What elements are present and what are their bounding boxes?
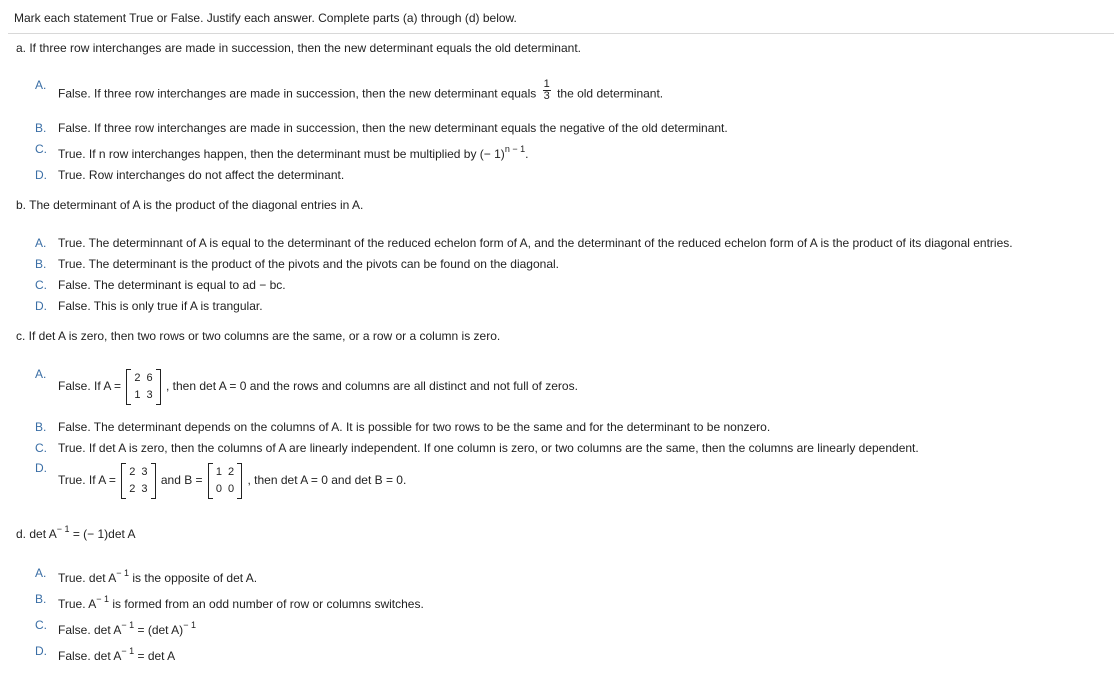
option-text: False. This is only true if A is trangular. <box>58 299 263 313</box>
matrix-b: 1 2 0 0 <box>208 464 242 498</box>
question-d: d. $\det A^{- 1}$ = (− 1)det A <box>16 524 136 541</box>
option-letter: D. <box>35 461 47 475</box>
option-letter: B. <box>35 257 47 271</box>
option-text: True. $\det A^{- 1}$ is the opposite of det A. <box>58 568 258 585</box>
option-letter: C. <box>35 618 47 632</box>
option-text: False. The determinant is equal to ad − bc. <box>58 278 286 292</box>
option-letter: D. <box>35 299 47 313</box>
option-text: False. $\det A^{- 1} = \det A$ <box>58 646 176 663</box>
option-text: True. If det A is zero, then the columns of A are linearly independent. If one column is zero, or two columns are the same, then the columns are linearly dependent. <box>58 441 919 455</box>
option-text: True. The determinnant of A is equal to the determinant of the reduced echelon form of A, and the determinant of the reduced echelon form of A is the product of its diagonal entries. <box>58 236 1013 250</box>
question-a: a. If three row interchanges are made in succession, then the new determinant equals the old determinant. <box>16 41 581 55</box>
option-text: False. $\det A^{- 1} = (\det$ A)$^{- 1}$ <box>58 620 196 637</box>
option-letter: A. <box>35 236 47 250</box>
question-c: c. If det A is zero, then two rows or two columns are the same, or a row or a column is zero. <box>16 329 501 343</box>
option-text: False. If three row interchanges are made in succession, then the new determinant equals the negative of the old determinant. <box>58 121 728 135</box>
matrix-a: 2 6 1 3 <box>126 370 160 404</box>
option-text: True. The determinant is the product of the pivots and the pivots can be found on the diagonal. <box>58 257 559 271</box>
option-letter: A. <box>35 367 47 381</box>
option-letter: A. <box>35 566 47 580</box>
option-letter: A. <box>35 78 47 92</box>
option-text: True. If n row interchanges happen, then the determinant must be multiplied by (− 1)$^{n - 1}$. <box>58 144 529 161</box>
option-letter: D. <box>35 168 47 182</box>
question-b: b. The determinant of A is the product of the diagonal entries in A. <box>16 198 364 212</box>
instructions: Mark each statement True or False. Justify each answer. Complete parts (a) through (d) below. <box>14 11 517 25</box>
option-letter: B. <box>35 592 47 606</box>
option-letter: B. <box>35 420 47 434</box>
option-text: True. $A^{- 1}$ is formed from an odd number of row or columns switches. <box>58 594 424 611</box>
option-text: False. If A = 2 6 1 3 , then det A = 0 and the rows and columns are all distinct and not full of zeros. <box>58 370 578 404</box>
option-letter: C. <box>35 142 47 156</box>
option-text: True. Row interchanges do not affect the determinant. <box>58 168 345 182</box>
option-text: False. If three row interchanges are made in succession, then the new determinant equals $\frac{1}{3}$ the old determinant. <box>58 78 664 102</box>
option-letter: C. <box>35 278 47 292</box>
option-letter: C. <box>35 441 47 455</box>
fraction: $\frac{1}{3}$ <box>543 78 550 102</box>
matrix-a: 2 3 2 3 <box>121 464 155 498</box>
option-text: True. If A = 2 3 2 3 and B = 1 2 0 0 , then det A = 0 and det B = 0. <box>58 464 406 498</box>
option-letter: B. <box>35 121 47 135</box>
option-text: False. The determinant depends on the columns of A. It is possible for two rows to be the same and for the determinant to be nonzero. <box>58 420 771 434</box>
divider <box>8 33 1114 34</box>
option-letter: D. <box>35 644 47 658</box>
